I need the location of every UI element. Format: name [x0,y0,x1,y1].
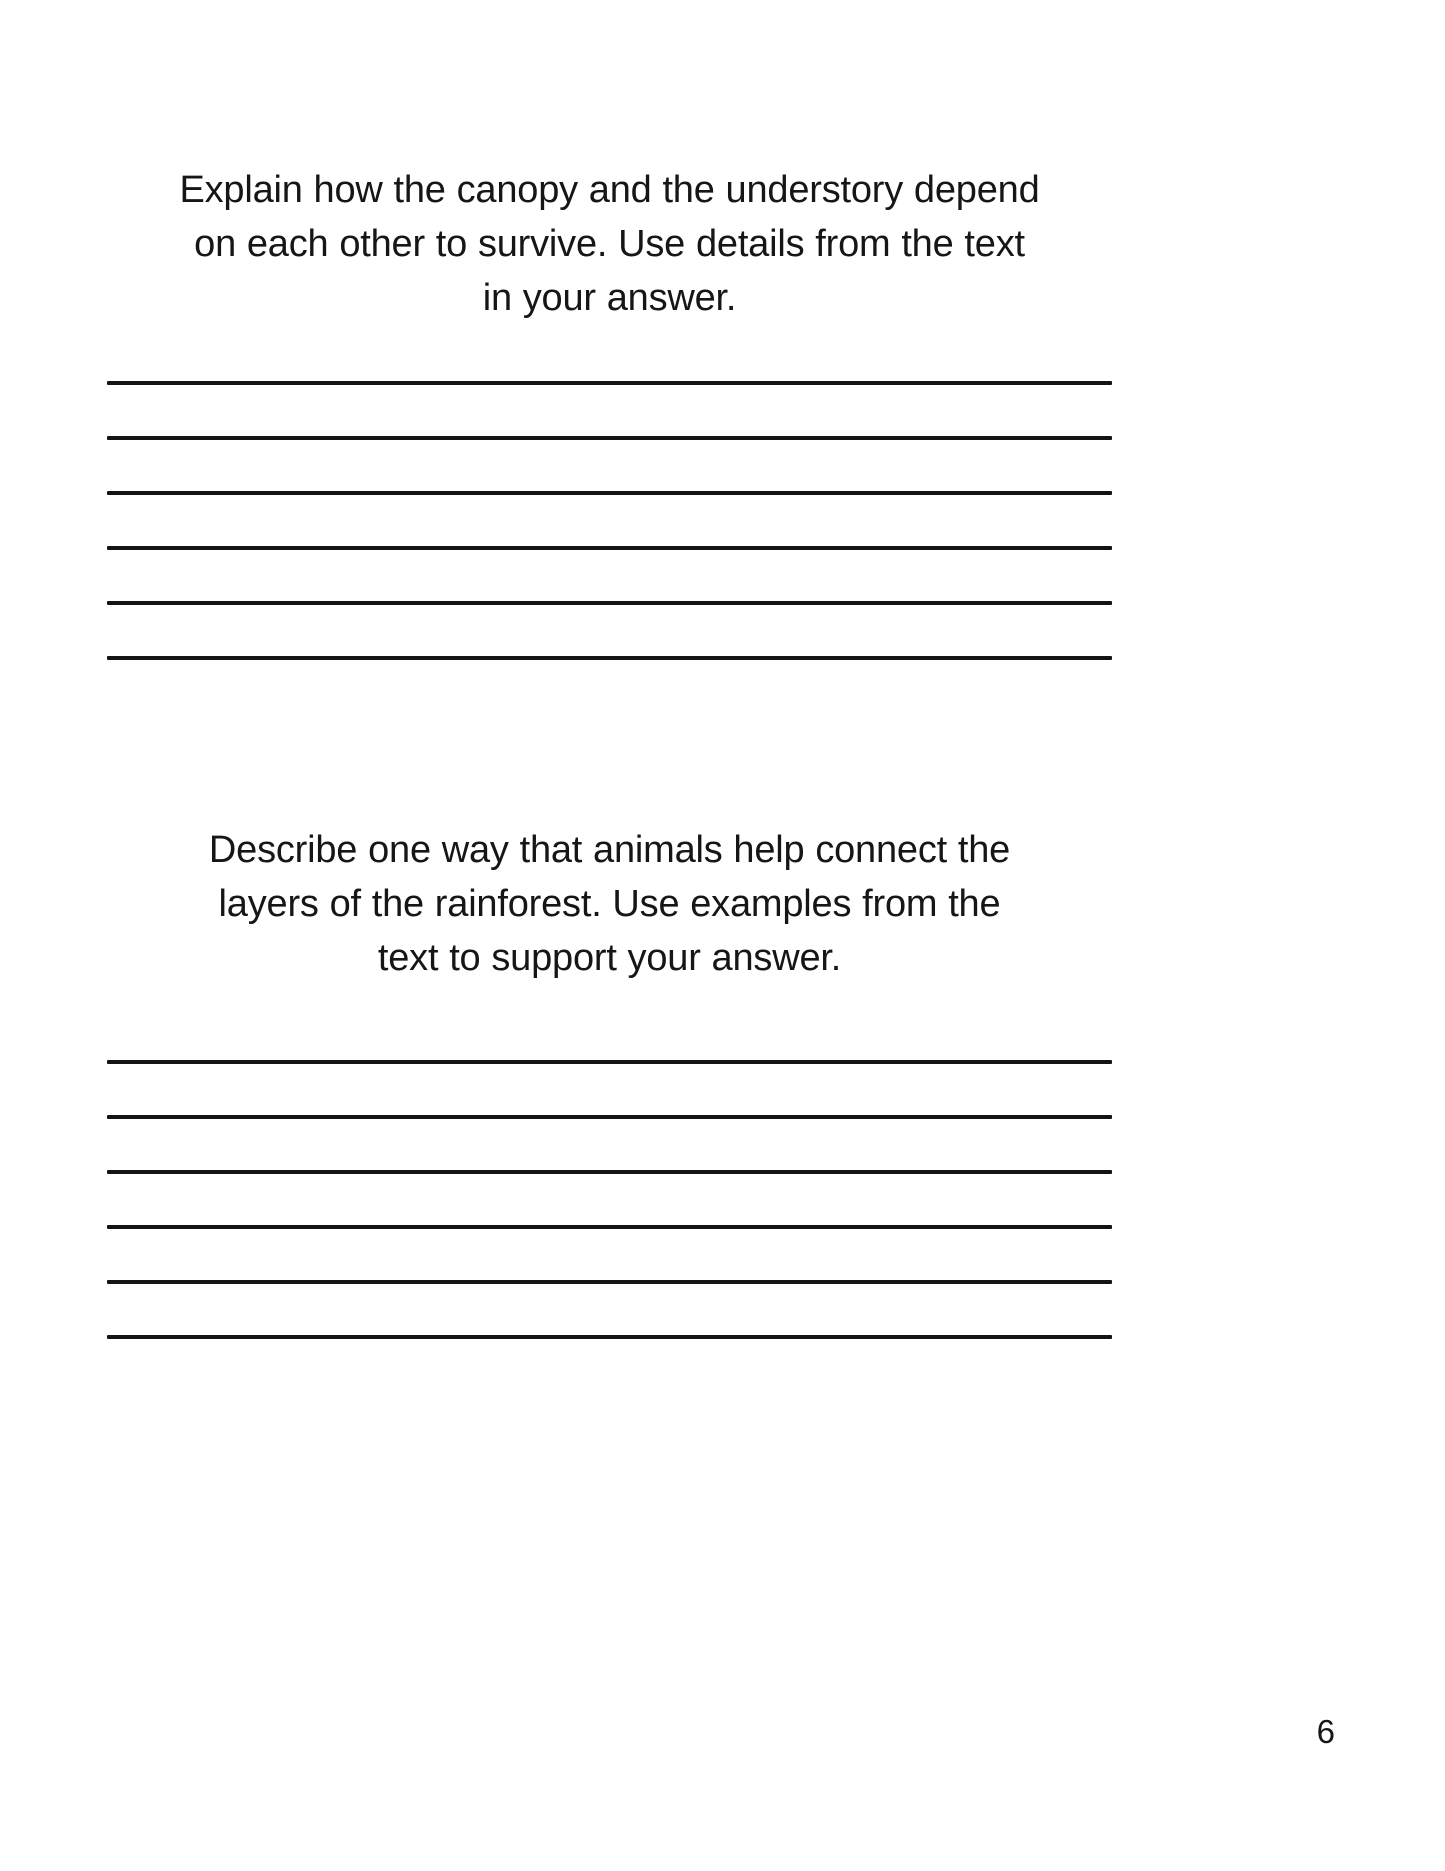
page-number: 6 [1316,1713,1335,1750]
answer-line[interactable] [107,1170,1112,1174]
question-1-text [107,163,1112,325]
answer-line[interactable] [107,1115,1112,1119]
question-1-line-3: in your answer. [482,277,737,319]
answer-line[interactable] [107,656,1112,660]
answer-line[interactable] [107,1280,1112,1284]
answer-line[interactable] [107,1225,1112,1229]
answer-line[interactable] [107,491,1112,495]
answer-line[interactable] [107,546,1112,550]
question-2-text [107,823,1112,985]
question-2-line-2: layers of the rainforest. Use examples from the [218,883,1001,925]
question-1-line-1: Explain how the canopy and the understory depend [179,169,1040,211]
answer-line[interactable] [107,1335,1112,1339]
question-block-1 [107,163,1112,325]
question-block-2 [107,823,1112,985]
answer-lines-question-1 [107,381,1112,660]
answer-line[interactable] [107,381,1112,385]
question-1-line-2: on each other to survive. Use details from the text [194,223,1025,265]
question-2-line-1: Describe one way that animals help connect the [208,829,1011,871]
answer-line[interactable] [107,436,1112,440]
answer-lines-question-2 [107,1060,1112,1339]
answer-line[interactable] [107,1060,1112,1064]
question-2-line-3: text to support your answer. [377,937,842,979]
answer-line[interactable] [107,601,1112,605]
